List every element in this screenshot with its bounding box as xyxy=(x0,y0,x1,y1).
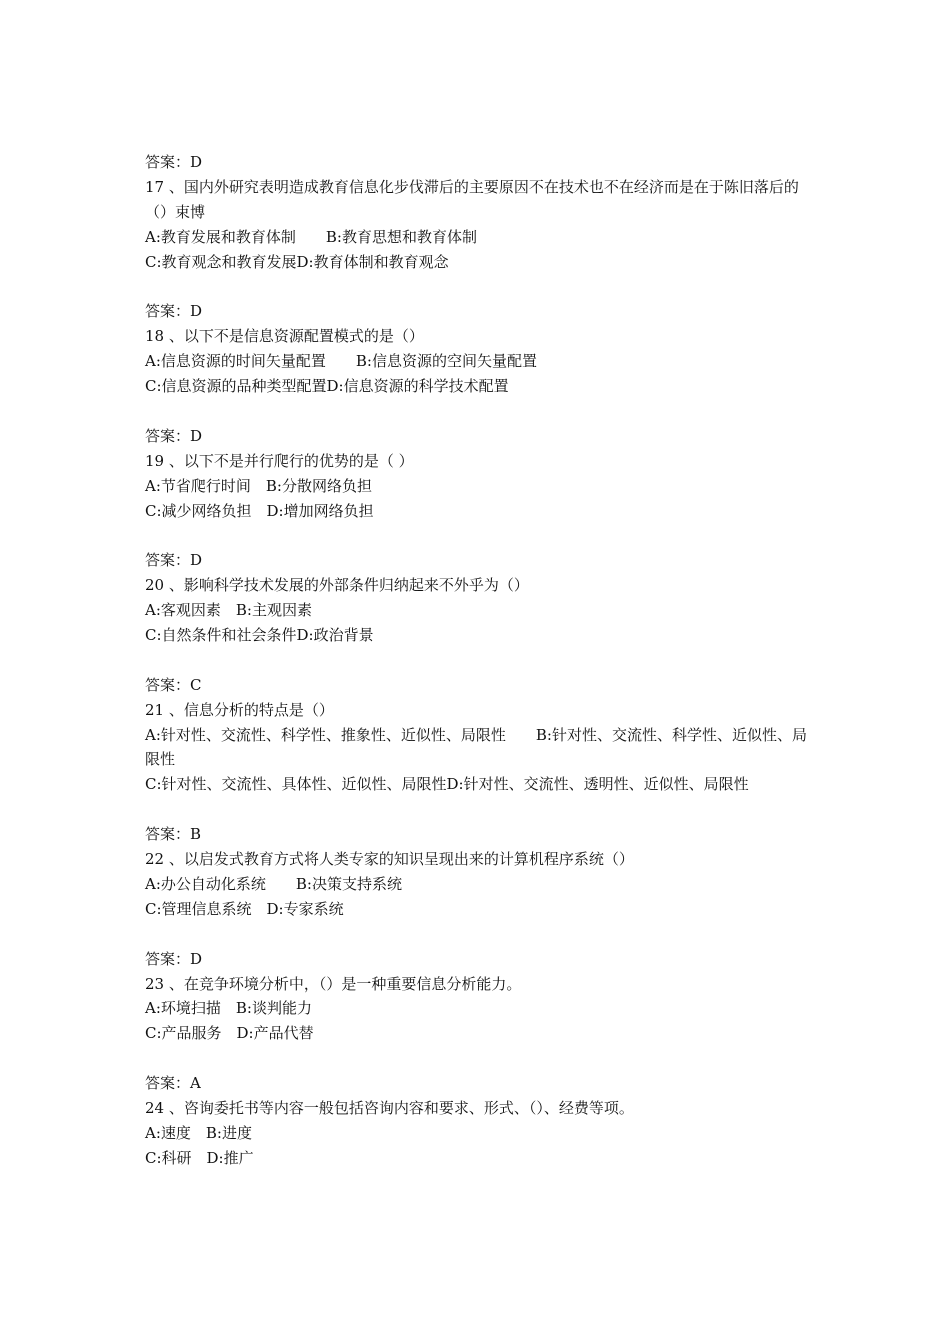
spacer xyxy=(145,399,815,424)
answer-line: 答案：A xyxy=(145,1074,201,1093)
spacer xyxy=(145,922,815,947)
question-block-22 xyxy=(145,822,815,946)
options-line: A:信息资源的时间矢量配置 B:信息资源的空间矢量配置 xyxy=(145,352,537,371)
options-line: C:产品服务 D:产品代替 xyxy=(145,1024,314,1043)
question-block-19 xyxy=(145,424,815,548)
question-text: 20 、影响科学技术发展的外部条件归纳起来不外乎为（） xyxy=(145,576,529,595)
question-block-23 xyxy=(145,947,815,1071)
options-line: A:办公自动化系统 B:决策支持系统 xyxy=(145,874,402,893)
options-line: C:减少网络负担 D:增加网络负担 xyxy=(145,501,374,520)
question-text: 22 、以启发式教育方式将人类专家的知识呈现出来的计算机程序系统（） xyxy=(145,850,634,869)
spacer xyxy=(145,648,815,673)
question-block-20 xyxy=(145,548,815,672)
question-text: 19 、以下不是并行爬行的优势的是（ ） xyxy=(145,451,414,470)
answer-line: 答案：D xyxy=(145,153,203,171)
question-block-21 xyxy=(145,673,815,822)
question-text: 21 、信息分析的特点是（） xyxy=(145,700,334,719)
options-line: C:信息资源的品种类型配置D:信息资源的科学技术配置 xyxy=(145,377,509,396)
answer-line: 答案：D xyxy=(145,426,203,445)
options-line: A:客观因素 B:主观因素 xyxy=(145,601,312,620)
answer-line: 答案：D xyxy=(145,302,203,321)
question-text: 18 、以下不是信息资源配置模式的是（） xyxy=(145,327,424,346)
options-line: A:教育发展和教育体制 B:教育思想和教育体制 xyxy=(145,227,477,246)
options-line: A:针对性、交流性、科学性、推象性、近似性、局限性 B:针对性、交流性、科学性、近似性、局限性 xyxy=(145,725,807,769)
options-line: C:自然条件和社会条件D:政治背景 xyxy=(145,626,374,644)
options-line: C:针对性、交流性、具体性、近似性、局限性D:针对性、交流性、透明性、近似性、局限性 xyxy=(145,775,749,794)
document-page xyxy=(145,150,815,1171)
question-block-24 xyxy=(145,1071,815,1171)
question-block-18 xyxy=(145,299,815,423)
question-block-17 xyxy=(145,150,815,299)
options-line: C:科研 D:推广 xyxy=(145,1148,254,1167)
spacer xyxy=(145,274,815,299)
answer-line: 答案：D xyxy=(145,551,203,570)
answer-line: 答案：C xyxy=(145,675,202,694)
options-line: A:环境扫描 B:谈判能力 xyxy=(145,999,312,1018)
question-text: 23 、在竞争环境分析中，（）是一种重要信息分析能力。 xyxy=(145,974,522,993)
options-line: A:速度 B:进度 xyxy=(145,1123,252,1142)
question-text: 17 、国内外研究表明造成教育信息化步伐滞后的主要原因不在技术也不在经济而是在于陈旧落后的（）束博 xyxy=(145,177,799,221)
spacer xyxy=(145,797,815,822)
question-text: 24 、咨询委托书等内容一般包括咨询内容和要求、形式、（）、经费等项。 xyxy=(145,1099,634,1118)
spacer xyxy=(145,1046,815,1071)
options-line: A:节省爬行时间 B:分散网络负担 xyxy=(145,476,372,495)
spacer xyxy=(145,523,815,548)
answer-line: 答案：B xyxy=(145,825,202,844)
options-line: C:管理信息系统 D:专家系统 xyxy=(145,899,344,918)
answer-line: 答案：D xyxy=(145,949,203,968)
options-line: C:教育观念和教育发展D:教育体制和教育观念 xyxy=(145,252,449,271)
